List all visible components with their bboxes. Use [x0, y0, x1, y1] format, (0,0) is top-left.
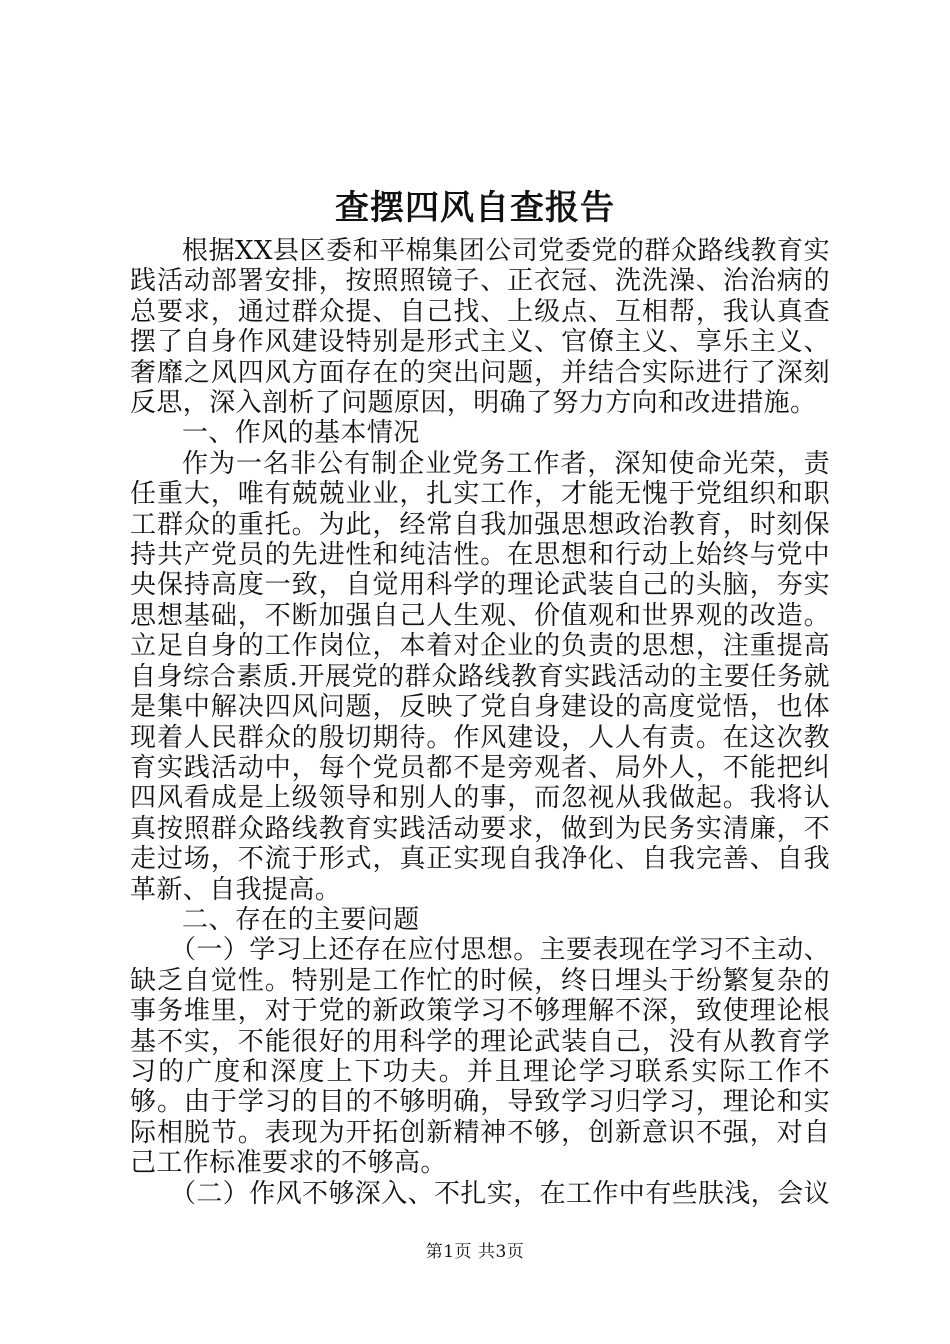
basic-situation-paragraph: 作为一名非公有制企业党务工作者，深知使命光荣，责任重大，唯有兢兢业业，扎实工作，才能无愧于党组织和职工群众的重托。为此，经常自我加强思想政治教育，时刻保持共产党员的先进性和纯洁性。在思想和行动上始终与党中央保持高度一致，自觉用科学的理论武装自己的头脑，夯实思想基础，不断加强自己人生观、价值观和世界观的改造。立足自身的工作岗位，本着对企业的负责的思想，注重提高自身综合素质.开展党的群众路线教育实践活动的主要任务就是集中解决四风问题，反映了党自身建设的高度觉悟，也体现着人民群众的殷切期待。作风建设，人人有责。在这次教育实践活动中，每个党员都不是旁观者、局外人，不能把纠四风看成是上级领导和别人的事，而忽视从我做起。我将认真按照群众路线教育实践活动要求，做到为民务实清廉，不走过场，不流于形式，真正实现自我净化、自我完善、自我革新、自我提高。	[130, 448, 830, 905]
section-heading-problems: 二、存在的主要问题	[182, 904, 420, 935]
document-body	[130, 236, 830, 1209]
problem-paragraph-1: （一）学习上还存在应付思想。主要表现在学习不主动、缺乏自觉性。特别是工作忙的时候，终日埋头于纷繁复杂的事务堆里，对于党的新政策学习不够理解不深，致使理论根基不实，不能很好的用科学的理论武装自己，没有从教育学习的广度和深度上下功夫。并且理论学习联系实际工作不够。由于学习的目的不够明确，导致学习归学习，理论和实际相脱节。表现为开拓创新精神不够，创新意识不强，对自己工作标准要求的不够高。	[130, 935, 831, 1179]
section-heading-basic: 一、作风的基本情况	[182, 418, 420, 449]
intro-paragraph: 根据XX县区委和平棉集团公司党委党的群众路线教育实践活动部署安排，按照照镜子、正衣冠、洗洗澡、治治病的总要求，通过群众提、自己找、上级点、互相帮，我认真查摆了自身作风建设特别是形式主义、官僚主义、享乐主义、奢靡之风四风方面存在的突出问题，并结合实际进行了深刻反思，深入剖析了问题原因，明确了努力方向和改进措施。	[130, 236, 830, 419]
page-footer: 第1页 共3页	[425, 1242, 525, 1262]
problem-paragraph-2: （二）作风不够深入、不扎实，在工作中有些肤浅，会议	[170, 1178, 831, 1209]
document-title: 查摆四风自查报告	[335, 188, 615, 228]
